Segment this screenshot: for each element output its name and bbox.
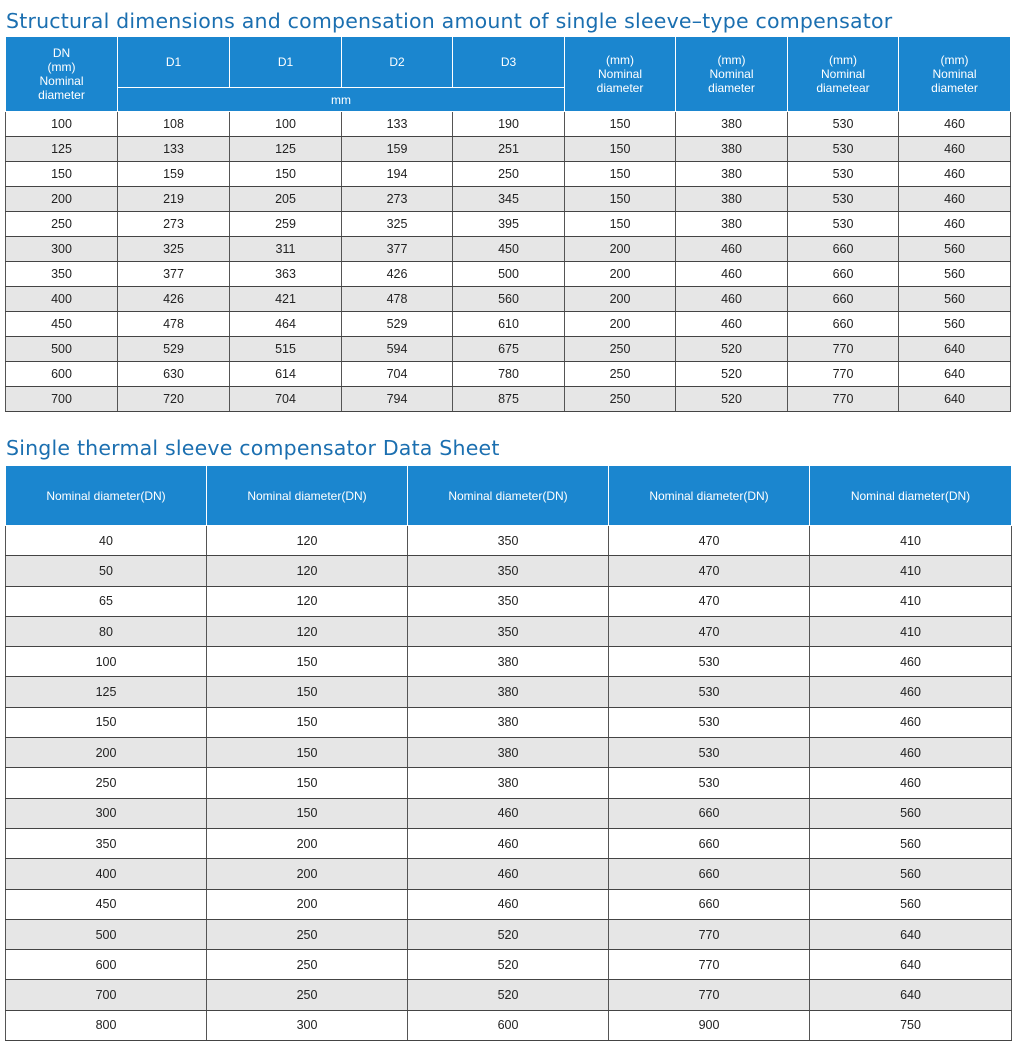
table-cell: 460 (899, 137, 1011, 162)
table-cell: 380 (408, 768, 609, 798)
table-cell: 150 (565, 187, 676, 212)
table1-title: Structural dimensions and compensation amount of single sleeve–type compensator (6, 9, 893, 33)
table-cell: 300 (6, 798, 207, 828)
table-cell: 125 (6, 137, 118, 162)
table-cell: 363 (230, 262, 342, 287)
table-cell: 400 (6, 287, 118, 312)
table-cell: 660 (609, 798, 810, 828)
table-cell: 350 (6, 828, 207, 858)
table-cell: 520 (676, 337, 788, 362)
table-cell: 200 (565, 312, 676, 337)
table-cell: 159 (342, 137, 453, 162)
table-cell: 250 (6, 212, 118, 237)
table-cell: 660 (788, 262, 899, 287)
table-row (6, 586, 1012, 616)
header-line: diameter (708, 81, 755, 95)
table-cell: 660 (788, 237, 899, 262)
table-cell: 400 (6, 859, 207, 889)
table-cell: 560 (899, 262, 1011, 287)
table-row (6, 768, 1012, 798)
table-cell: 460 (810, 768, 1012, 798)
table-cell: 520 (676, 362, 788, 387)
table-cell: 520 (408, 919, 609, 949)
table-cell: 250 (453, 162, 565, 187)
header-nominal-diameter-dn: Nominal diameter(DN) (609, 466, 810, 526)
table-cell: 660 (609, 828, 810, 858)
table-cell: 150 (565, 212, 676, 237)
table-row (6, 187, 1011, 212)
table-cell: 100 (6, 647, 207, 677)
table-cell: 259 (230, 212, 342, 237)
header-nominal-diameter-dn: Nominal diameter(DN) (6, 466, 207, 526)
table-row (6, 526, 1012, 556)
header-line: (mm) (717, 53, 746, 67)
table-cell: 460 (899, 162, 1011, 187)
table-cell: 426 (118, 287, 230, 312)
table-cell: 120 (207, 586, 408, 616)
header-nominal-diameter-dn: Nominal diameter(DN) (810, 466, 1012, 526)
table-cell: 159 (118, 162, 230, 187)
table-cell: 250 (565, 387, 676, 412)
table-cell: 251 (453, 137, 565, 162)
thermal-sleeve-data-table (5, 465, 1012, 1041)
table-cell: 600 (6, 362, 118, 387)
table-cell: 470 (609, 556, 810, 586)
table-cell: 460 (676, 262, 788, 287)
table-cell: 150 (565, 112, 676, 137)
table-cell: 120 (207, 616, 408, 646)
table-row (6, 738, 1012, 768)
table-row (6, 212, 1011, 237)
table-cell: 750 (810, 1010, 1012, 1040)
table-cell: 460 (899, 187, 1011, 212)
table-cell: 250 (565, 362, 676, 387)
table-row (6, 362, 1011, 387)
table-cell: 380 (676, 187, 788, 212)
table-cell: 530 (609, 738, 810, 768)
table-cell: 780 (453, 362, 565, 387)
table-cell: 350 (408, 526, 609, 556)
table-cell: 125 (230, 137, 342, 162)
table-cell: 380 (408, 647, 609, 677)
table-cell: 460 (810, 647, 1012, 677)
table-cell: 600 (408, 1010, 609, 1040)
table-cell: 200 (207, 889, 408, 919)
header-d1-second: D1 (230, 37, 342, 88)
table-cell: 450 (6, 312, 118, 337)
table-cell: 410 (810, 526, 1012, 556)
table-row (6, 647, 1012, 677)
table-cell: 610 (453, 312, 565, 337)
table-cell: 700 (6, 387, 118, 412)
header-line: Nominal (597, 67, 642, 81)
table-cell: 125 (6, 677, 207, 707)
header-line: (mm) (940, 53, 969, 67)
table-cell: 380 (408, 707, 609, 737)
table-cell: 194 (342, 162, 453, 187)
table-cell: 640 (899, 337, 1011, 362)
table-row (6, 919, 1012, 949)
table-cell: 460 (408, 859, 609, 889)
table-cell: 520 (676, 387, 788, 412)
table-cell: 478 (118, 312, 230, 337)
table-cell: 300 (6, 237, 118, 262)
table-row (6, 237, 1011, 262)
table-cell: 640 (810, 919, 1012, 949)
header-line: Nominal (932, 67, 977, 81)
header-nominal-diameter (788, 37, 899, 112)
table-row (6, 387, 1011, 412)
table-cell: 426 (342, 262, 453, 287)
table-cell: 640 (810, 950, 1012, 980)
table-cell: 350 (408, 556, 609, 586)
table-row (6, 337, 1011, 362)
table-row (6, 112, 1011, 137)
header-line: diameter (931, 81, 978, 95)
table-cell: 100 (230, 112, 342, 137)
table-cell: 460 (899, 212, 1011, 237)
table-cell: 460 (676, 237, 788, 262)
table-cell: 450 (453, 237, 565, 262)
table-cell: 770 (609, 980, 810, 1010)
table-cell: 560 (899, 312, 1011, 337)
table-cell: 660 (609, 859, 810, 889)
table-cell: 464 (230, 312, 342, 337)
header-d2: D2 (342, 37, 453, 88)
header-line: Nominal (709, 67, 754, 81)
table-cell: 500 (453, 262, 565, 287)
header-dn (6, 37, 118, 112)
table-cell: 273 (342, 187, 453, 212)
table-cell: 200 (565, 287, 676, 312)
table-cell: 150 (207, 738, 408, 768)
table-cell: 460 (408, 889, 609, 919)
table-cell: 250 (6, 768, 207, 798)
table-cell: 660 (609, 889, 810, 919)
table-row (6, 889, 1012, 919)
table-cell: 600 (6, 950, 207, 980)
table-row (6, 859, 1012, 889)
table2-body (6, 526, 1012, 1041)
table-cell: 460 (810, 707, 1012, 737)
table-cell: 273 (118, 212, 230, 237)
table-cell: 50 (6, 556, 207, 586)
table-cell: 65 (6, 586, 207, 616)
table-cell: 325 (118, 237, 230, 262)
header-line: diameter (596, 81, 644, 95)
table-cell: 460 (899, 112, 1011, 137)
header-nominal-diameter-dn: Nominal diameter(DN) (207, 466, 408, 526)
header-nominal-diameter (676, 37, 788, 112)
table-cell: 150 (565, 162, 676, 187)
table-cell: 500 (6, 919, 207, 949)
table-cell: 640 (899, 387, 1011, 412)
table-cell: 800 (6, 1010, 207, 1040)
table-cell: 80 (6, 616, 207, 646)
table-cell: 40 (6, 526, 207, 556)
table-cell: 311 (230, 237, 342, 262)
table-cell: 460 (810, 677, 1012, 707)
header-dn-line: Nominal (39, 74, 84, 88)
table-row (6, 287, 1011, 312)
table-cell: 421 (230, 287, 342, 312)
table-cell: 700 (6, 980, 207, 1010)
table-row (6, 980, 1012, 1010)
table-cell: 410 (810, 586, 1012, 616)
table-cell: 150 (6, 162, 118, 187)
table-cell: 794 (342, 387, 453, 412)
table-cell: 150 (565, 137, 676, 162)
table-cell: 460 (676, 312, 788, 337)
table-cell: 108 (118, 112, 230, 137)
header-dn-line: diameter (38, 88, 85, 102)
header-line: (mm) (606, 53, 634, 67)
table-cell: 770 (609, 919, 810, 949)
table-cell: 530 (609, 677, 810, 707)
table-cell: 720 (118, 387, 230, 412)
table-cell: 460 (408, 798, 609, 828)
table-cell: 150 (207, 677, 408, 707)
table-cell: 560 (810, 889, 1012, 919)
table-cell: 205 (230, 187, 342, 212)
table-cell: 560 (899, 237, 1011, 262)
table-cell: 200 (6, 187, 118, 212)
table-cell: 460 (676, 287, 788, 312)
table-cell: 150 (207, 707, 408, 737)
table-row (6, 137, 1011, 162)
table-cell: 560 (453, 287, 565, 312)
table-cell: 150 (230, 162, 342, 187)
table-row (6, 828, 1012, 858)
header-line: (mm) (829, 53, 857, 67)
header-nominal-diameter (565, 37, 676, 112)
table-cell: 530 (788, 162, 899, 187)
header-d1: D1 (118, 37, 230, 88)
header-line: diametear (816, 81, 870, 95)
table-cell: 395 (453, 212, 565, 237)
table-cell: 380 (676, 137, 788, 162)
table-cell: 530 (609, 647, 810, 677)
structural-dimensions-table (5, 36, 1011, 412)
table-row (6, 707, 1012, 737)
table-cell: 350 (6, 262, 118, 287)
table-cell: 410 (810, 616, 1012, 646)
table-cell: 200 (207, 828, 408, 858)
table-cell: 460 (408, 828, 609, 858)
header-nominal-diameter (899, 37, 1011, 112)
table-cell: 529 (118, 337, 230, 362)
table-cell: 770 (788, 337, 899, 362)
table-cell: 530 (609, 707, 810, 737)
table-row (6, 556, 1012, 586)
table-row (6, 312, 1011, 337)
table-cell: 704 (342, 362, 453, 387)
table-cell: 470 (609, 616, 810, 646)
table-cell: 380 (676, 162, 788, 187)
table-cell: 560 (899, 287, 1011, 312)
table-row (6, 262, 1011, 287)
header-dn-line: (mm) (47, 60, 76, 74)
table-cell: 520 (408, 980, 609, 1010)
table-cell: 640 (899, 362, 1011, 387)
table-cell: 500 (6, 337, 118, 362)
table-cell: 704 (230, 387, 342, 412)
table-row (6, 798, 1012, 828)
table-cell: 200 (565, 237, 676, 262)
table-cell: 770 (788, 387, 899, 412)
table-cell: 133 (118, 137, 230, 162)
table-cell: 675 (453, 337, 565, 362)
table-cell: 478 (342, 287, 453, 312)
table-cell: 660 (788, 312, 899, 337)
table-cell: 530 (788, 212, 899, 237)
table-cell: 470 (609, 586, 810, 616)
header-dn-line: DN (52, 46, 71, 60)
table-cell: 530 (609, 768, 810, 798)
table-cell: 380 (676, 112, 788, 137)
table-cell: 325 (342, 212, 453, 237)
table-cell: 377 (118, 262, 230, 287)
table-cell: 250 (565, 337, 676, 362)
table-cell: 530 (788, 187, 899, 212)
table-cell: 660 (788, 287, 899, 312)
table-row (6, 677, 1012, 707)
table-cell: 560 (810, 859, 1012, 889)
header-nominal-diameter-dn: Nominal diameter(DN) (408, 466, 609, 526)
table-cell: 200 (207, 859, 408, 889)
table-cell: 875 (453, 387, 565, 412)
table-cell: 250 (207, 950, 408, 980)
table-row (6, 616, 1012, 646)
table-cell: 250 (207, 980, 408, 1010)
table-cell: 150 (207, 647, 408, 677)
table-cell: 200 (6, 738, 207, 768)
table-row (6, 1010, 1012, 1040)
table-cell: 120 (207, 556, 408, 586)
table2-title: Single thermal sleeve compensator Data Sheet (6, 436, 500, 460)
table-cell: 350 (408, 586, 609, 616)
table-cell: 515 (230, 337, 342, 362)
table-cell: 529 (342, 312, 453, 337)
table-cell: 380 (408, 738, 609, 768)
table-cell: 410 (810, 556, 1012, 586)
table-cell: 460 (810, 738, 1012, 768)
table-cell: 614 (230, 362, 342, 387)
header-line: Nominal (820, 67, 865, 81)
table-cell: 900 (609, 1010, 810, 1040)
table-cell: 300 (207, 1010, 408, 1040)
table-row (6, 162, 1011, 187)
table-cell: 150 (207, 798, 408, 828)
table-cell: 200 (565, 262, 676, 287)
table-cell: 594 (342, 337, 453, 362)
table-cell: 150 (6, 707, 207, 737)
table-cell: 380 (676, 212, 788, 237)
table-cell: 120 (207, 526, 408, 556)
table-cell: 530 (788, 112, 899, 137)
table-cell: 380 (408, 677, 609, 707)
table-cell: 450 (6, 889, 207, 919)
table-cell: 100 (6, 112, 118, 137)
table-cell: 150 (207, 768, 408, 798)
table-cell: 640 (810, 980, 1012, 1010)
table-cell: 530 (788, 137, 899, 162)
table-cell: 219 (118, 187, 230, 212)
table-cell: 520 (408, 950, 609, 980)
table-cell: 250 (207, 919, 408, 949)
table-cell: 770 (609, 950, 810, 980)
table-cell: 630 (118, 362, 230, 387)
table-cell: 350 (408, 616, 609, 646)
table1-body (6, 112, 1011, 412)
table-cell: 470 (609, 526, 810, 556)
table-row (6, 950, 1012, 980)
table-cell: 133 (342, 112, 453, 137)
table-cell: 560 (810, 828, 1012, 858)
header-d3: D3 (453, 37, 565, 88)
table-cell: 190 (453, 112, 565, 137)
header-unit-mm: mm (118, 88, 565, 112)
table-cell: 377 (342, 237, 453, 262)
table-cell: 770 (788, 362, 899, 387)
table-cell: 345 (453, 187, 565, 212)
table-cell: 560 (810, 798, 1012, 828)
